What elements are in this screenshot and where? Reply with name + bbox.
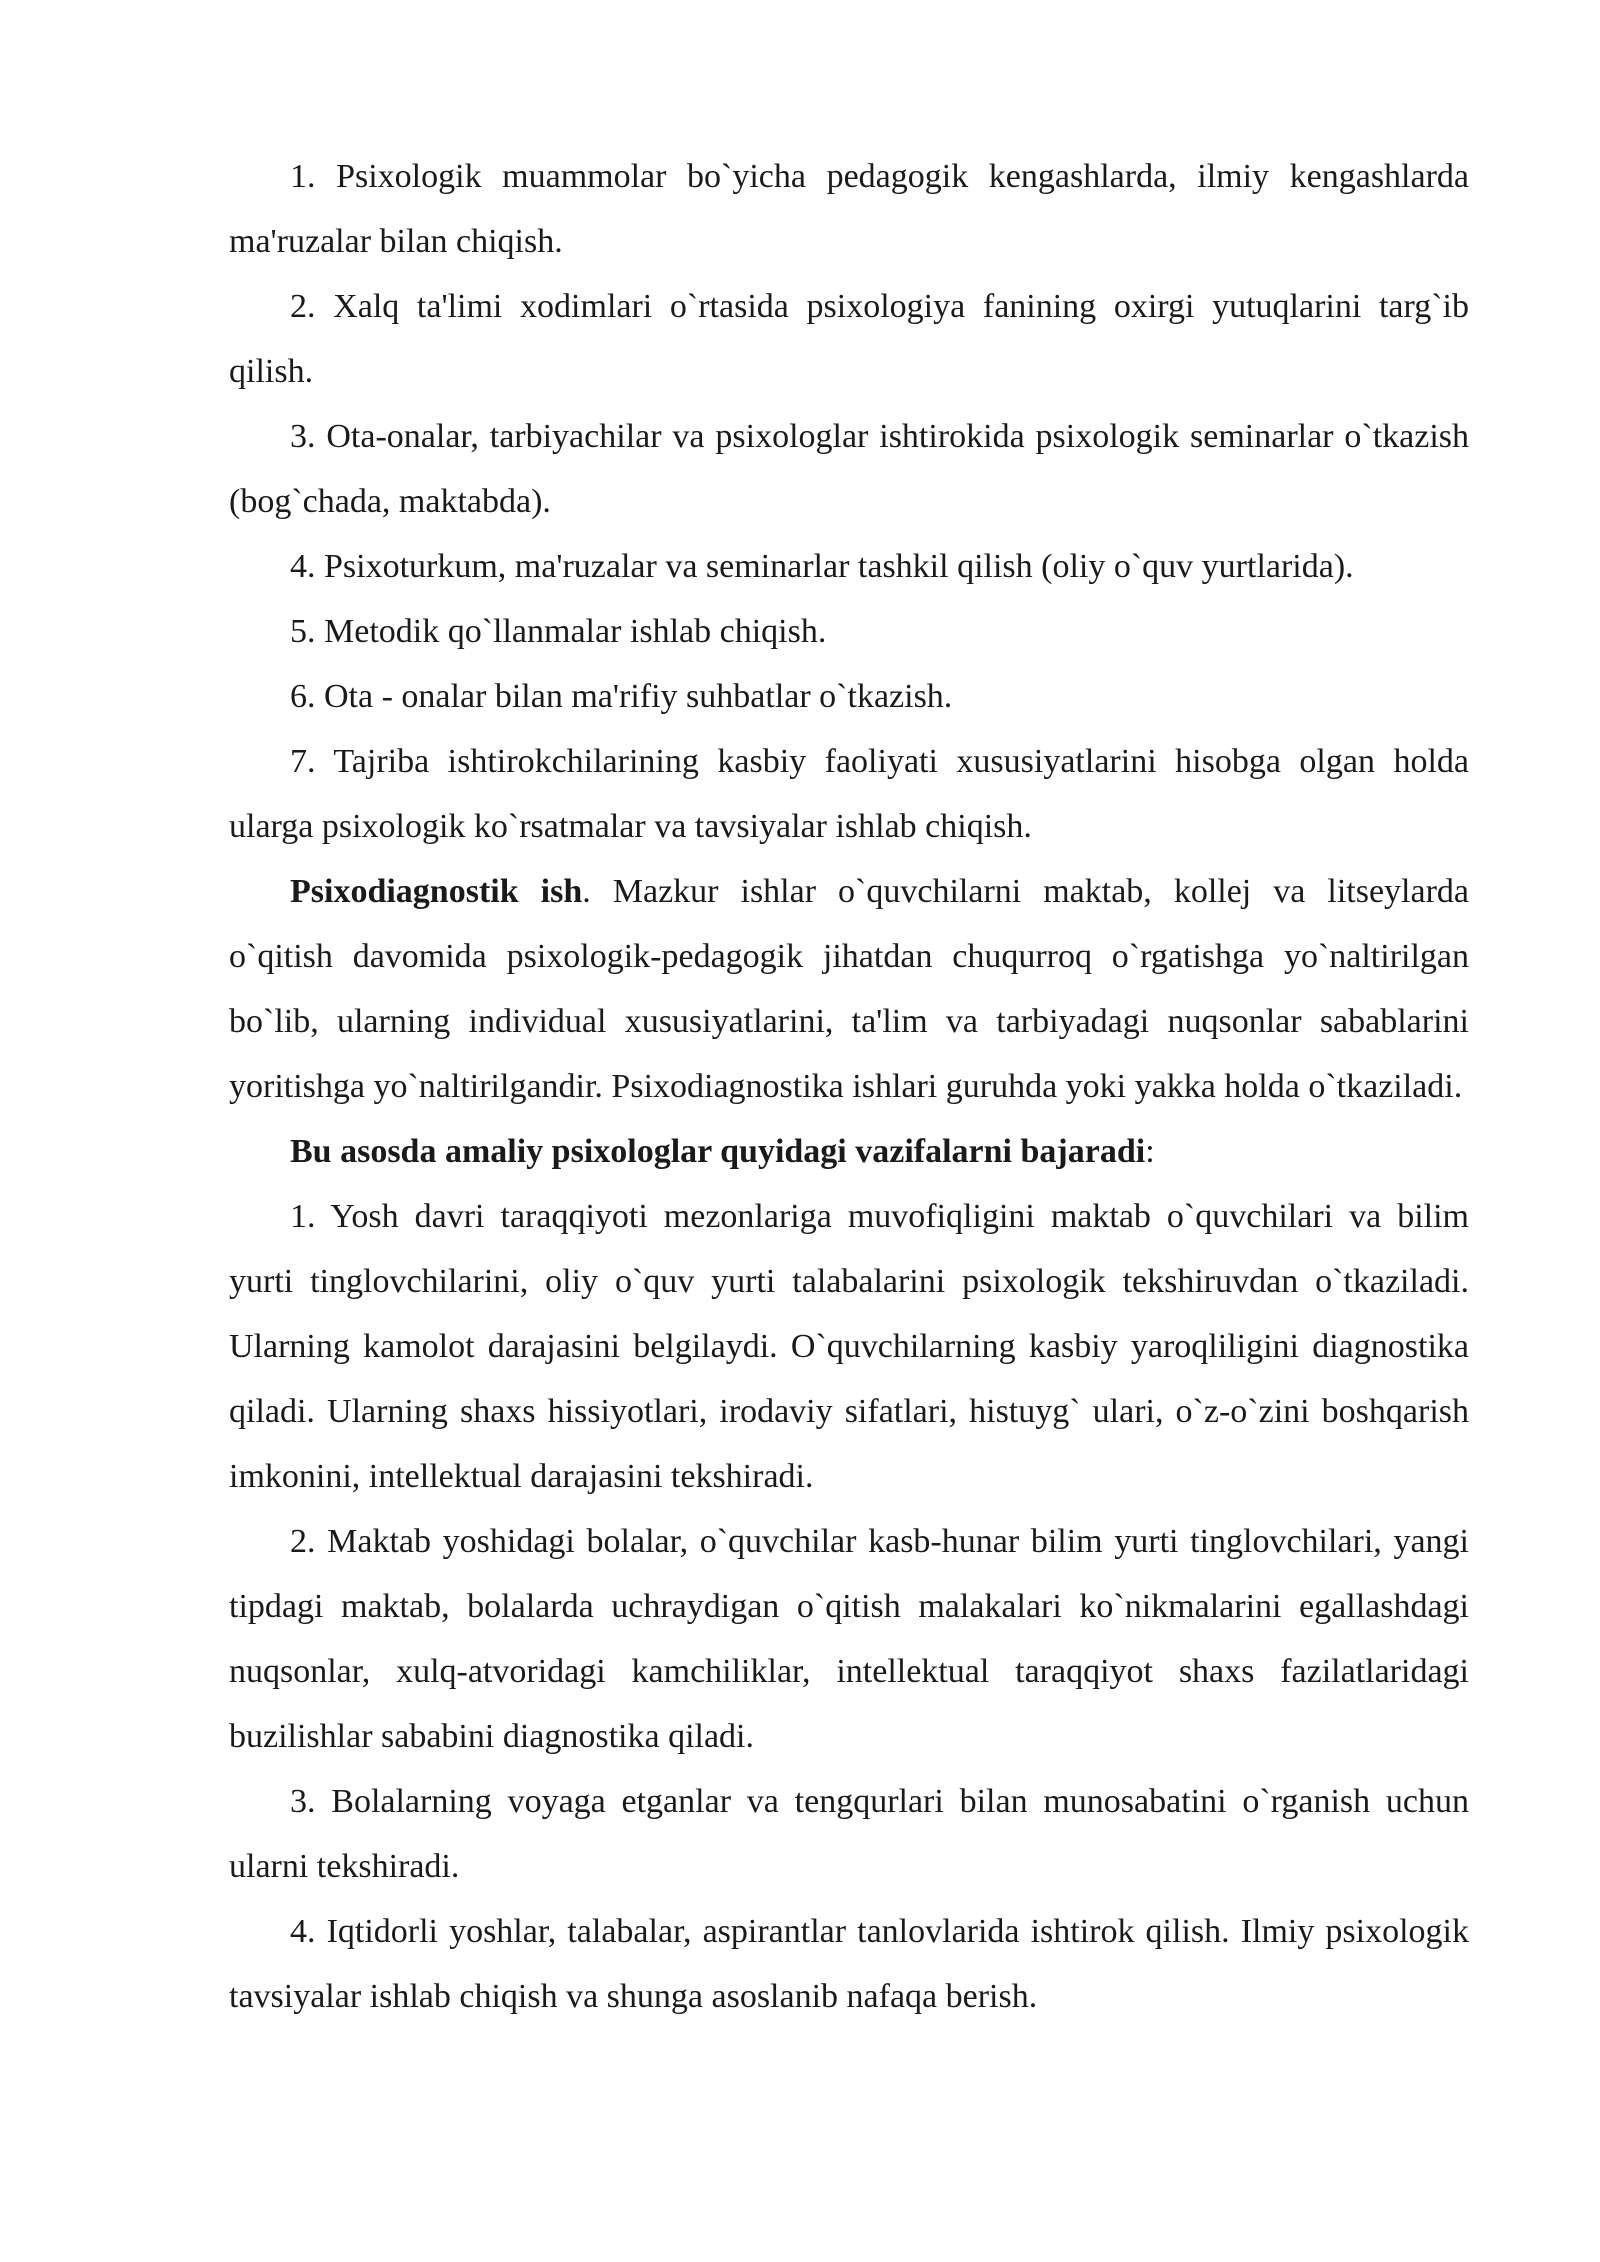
paragraph-text: 4. Psixoturkum, ma'ruzalar va seminarlar tashkil qilish (oliy o`quv yurtlarida).	[290, 548, 1354, 585]
paragraph-bold-lead: Bu asosda amaliy psixologlar quyidagi vazifalarni bajaradi	[290, 1133, 1146, 1170]
paragraph-text: 7. Tajriba ishtirokchilarining kasbiy faoliyati xususiyatlarini hisobga olgan holda ularga psixologik ko`rsatmalar va tavsiyalar ishlab chiqish.	[229, 743, 1469, 845]
paragraph-bold-lead: Psixodiagnostik ish	[290, 873, 583, 910]
paragraph-text: . Mazkur ishlar o`quvchilarni maktab, kollej va litseylarda o`qitish davomida psixologik-pedagogik jihatdan chuqurroq o`rgatishga yo`naltirilgan bo`lib, ularning individual xususiyatlarini, ta'lim va tarbiyadagi nuqsonlar sabablarini yoritishga yo`naltirilgandir. Psixodiagnostika ishlari guruhda yoki yakka holda o`tkaziladi.	[229, 873, 1469, 1105]
paragraph-list-item-5	[229, 599, 1469, 664]
paragraph-list-item-2	[229, 274, 1469, 404]
paragraph-task-item-4	[229, 1899, 1469, 2029]
paragraph-list-item-6	[229, 664, 1469, 729]
paragraph-text: 1. Yosh davri taraqqiyoti mezonlariga muvofiqligini maktab o`quvchilari va bilim yurti tinglovchilarini, oliy o`quv yurti talabalarini psixologik tekshiruvdan o`tkaziladi. Ularning kamolot darajasini belgilaydi. O`quvchilarning kasbiy yaroqliligini diagnostika qiladi. Ularning shaxs hissiyotlari, irodaviy sifatlari, histuyg` ulari, o`z-o`zini boshqarish imkonini, intellektual darajasini tekshiradi.	[229, 1198, 1469, 1495]
paragraph-text: :	[1145, 1133, 1155, 1170]
paragraph-text: 6. Ota - onalar bilan ma'rifiy suhbatlar o`tkazish.	[290, 678, 953, 715]
paragraph-text: 2. Maktab yoshidagi bolalar, o`quvchilar kasb-hunar bilim yurti tinglovchilari, yangi tipdagi maktab, bolalarda uchraydigan o`qitish malakalari ko`nikmalarini egallashdagi nuqsonlar, xulq-atvoridagi kamchiliklar, intellektual taraqqiyot shaxs fazilatlaridagi buzilishlar sababini diagnostika qiladi.	[229, 1523, 1469, 1755]
paragraph-text: 3. Ota-onalar, tarbiyachilar va psixologlar ishtirokida psixologik seminarlar o`tkazish (bog`chada, maktabda).	[229, 418, 1469, 520]
paragraph-list-item-7	[229, 729, 1469, 859]
paragraph-text: 5. Metodik qo`llanmalar ishlab chiqish.	[290, 613, 827, 650]
paragraph-list-item-3	[229, 404, 1469, 534]
paragraph-text: 2. Xalq ta'limi xodimlari o`rtasida psixologiya fanining oxirgi yutuqlarini targ`ib qilish.	[229, 288, 1469, 390]
paragraph-text: 3. Bolalarning voyaga etganlar va tengqurlari bilan munosabatini o`rganish uchun ularni tekshiradi.	[229, 1783, 1469, 1885]
paragraph-text: 1. Psixologik muammolar bo`yicha pedagogik kengashlarda, ilmiy kengashlarda ma'ruzalar bilan chiqish.	[229, 158, 1469, 260]
paragraph-list-item-1	[229, 144, 1469, 274]
paragraph-text: 4. Iqtidorli yoshlar, talabalar, aspirantlar tanlovlarida ishtirok qilish. Ilmiy psixologik tavsiyalar ishlab chiqish va shunga asoslanib nafaqa berish.	[229, 1913, 1469, 2015]
paragraph-psixodiagnostik-ish	[229, 859, 1469, 1119]
paragraph-list-item-4	[229, 534, 1469, 599]
paragraph-task-item-1	[229, 1184, 1469, 1509]
paragraph-task-item-2	[229, 1509, 1469, 1769]
document-body	[229, 144, 1469, 2029]
paragraph-task-item-3	[229, 1769, 1469, 1899]
paragraph-section-heading	[229, 1119, 1469, 1184]
